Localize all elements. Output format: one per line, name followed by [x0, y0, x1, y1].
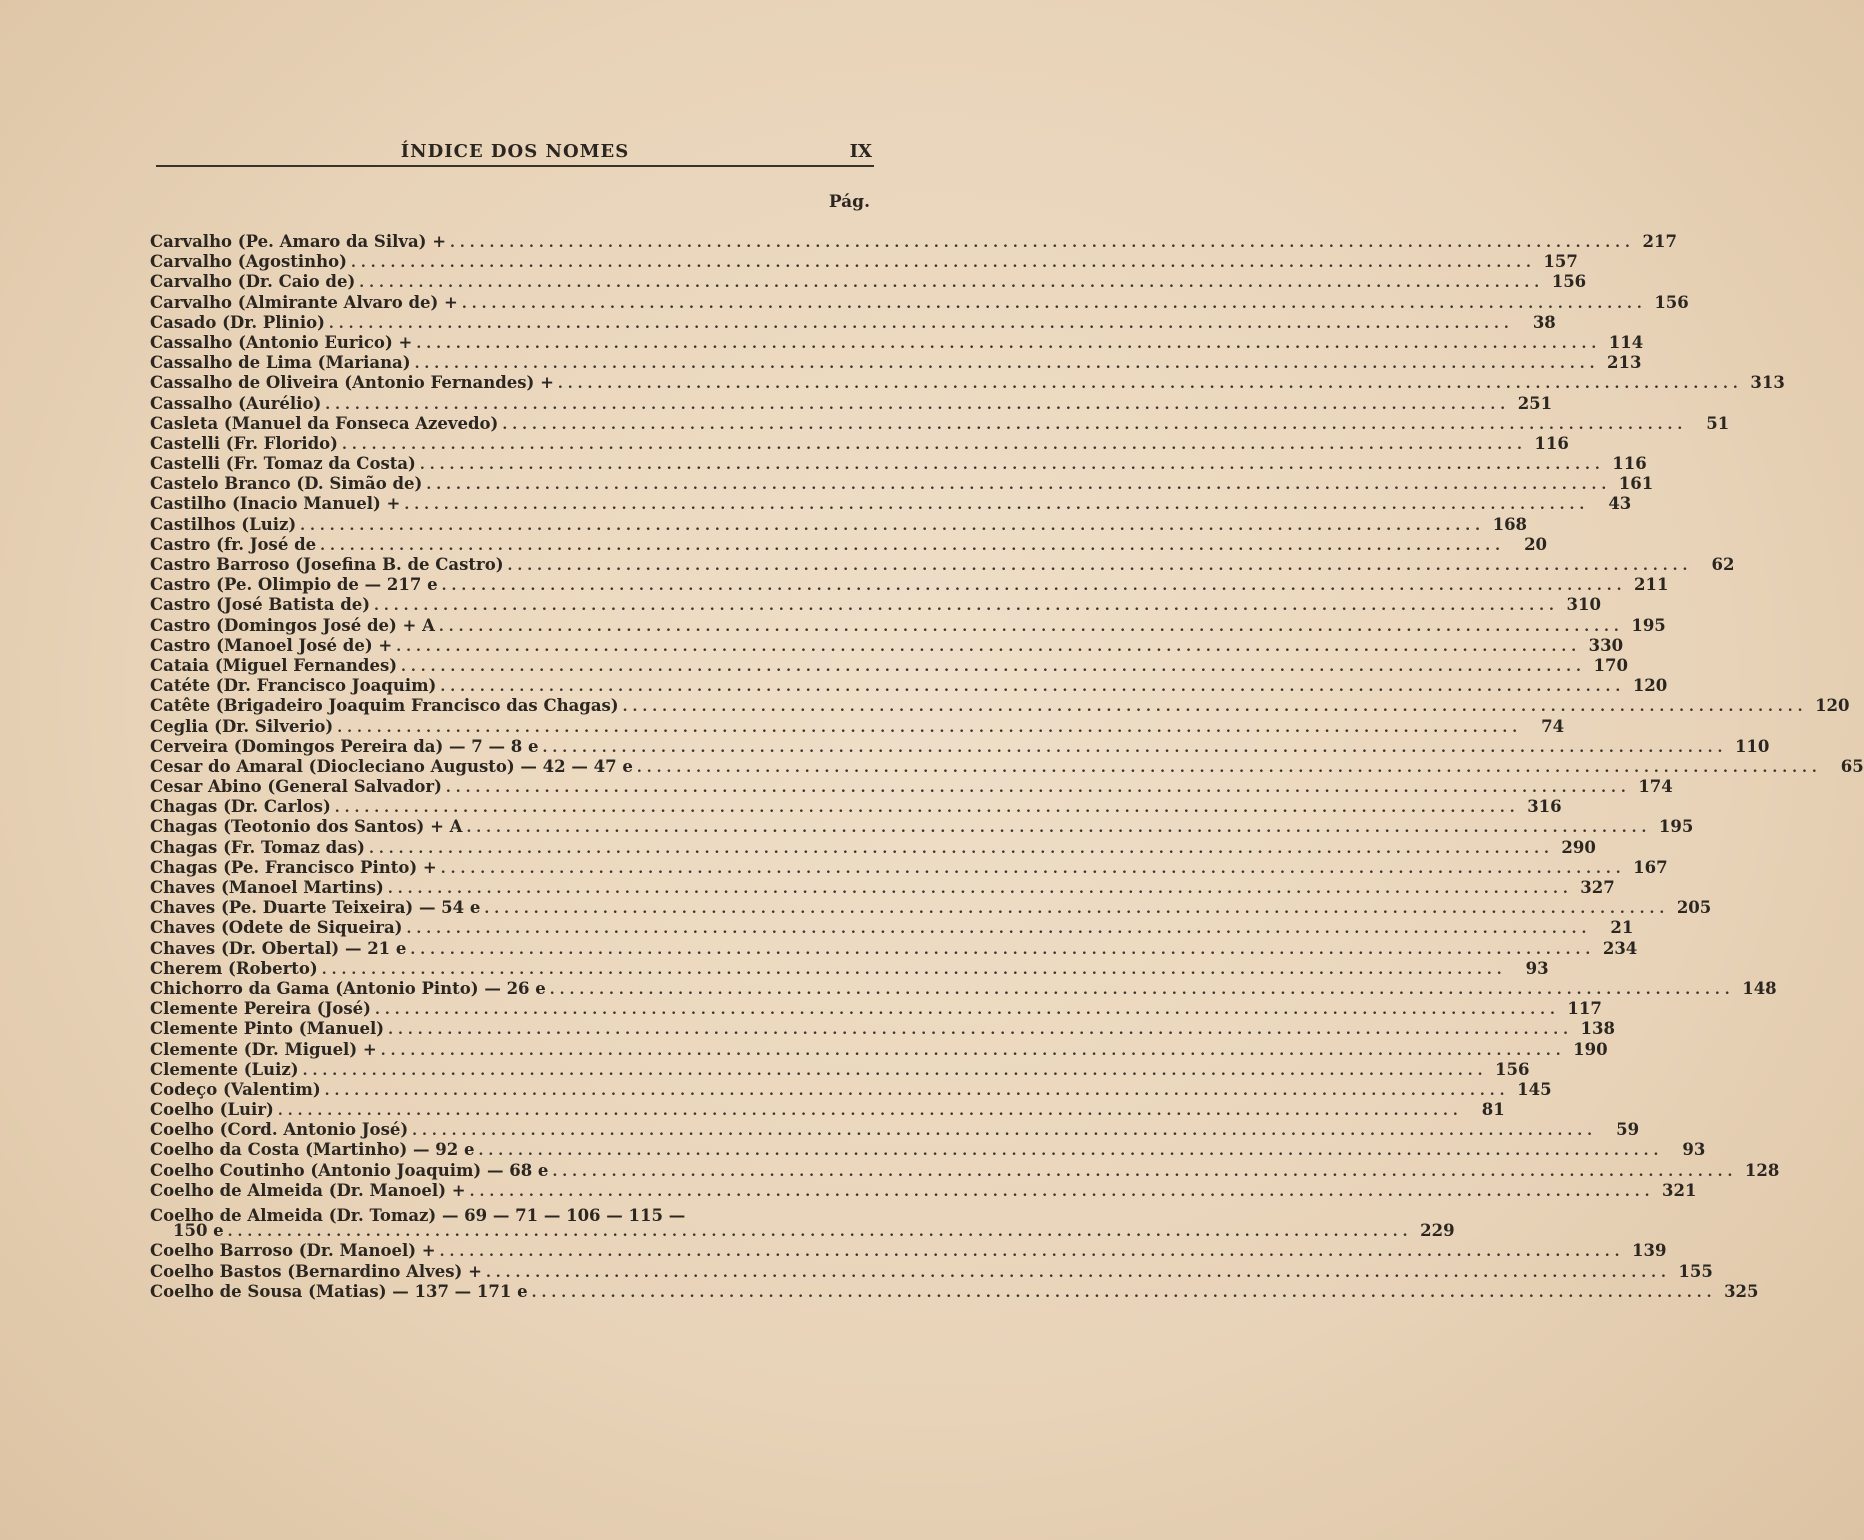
index-entry	[150, 756, 1864, 777]
entry-page-number: 321	[1662, 1180, 1697, 1200]
entry-page-number: 330	[1588, 635, 1624, 655]
entry-name: Cherem (Roberto)	[150, 958, 318, 978]
entry-page-number: 117	[1567, 999, 1602, 1019]
entry-name: Cassalho (Aurélio)	[150, 393, 322, 413]
index-entry	[150, 312, 1556, 333]
entry-name: Ceglia (Dr. Silverio)	[150, 716, 334, 736]
entry-name: Chagas (Pe. Francisco Pinto) +	[150, 857, 437, 877]
name-index-list	[150, 232, 1864, 1302]
entry-page-number: 148	[1742, 978, 1777, 998]
dot-leader: ........................................................................................................................	[388, 1022, 1573, 1039]
entry-name: Chichorro da Gama (Antonio Pinto) — 26 e	[150, 978, 546, 998]
dot-leader: ........................................................................................................................	[334, 800, 1520, 817]
entry-page-number: 211	[1634, 575, 1669, 595]
entry-name: Clemente (Dr. Miguel) +	[150, 1039, 377, 1059]
index-entry	[150, 454, 1647, 474]
entry-page-number: 174	[1638, 777, 1673, 797]
index-entry	[150, 1100, 1505, 1120]
dot-leader: ........................................................................................................................	[412, 1123, 1598, 1140]
entry-name: Chaves (Odete de Siqueira)	[150, 918, 403, 938]
index-entry	[150, 999, 1602, 1019]
entry-name: Castro (fr. José de	[150, 534, 317, 554]
entry-page-number: 155	[1678, 1261, 1713, 1281]
dot-leader: ........................................................................................................................	[419, 457, 1605, 474]
entry-name: Codeço (Valentim)	[150, 1079, 321, 1099]
entry-name: Coelho Coutinho (Antonio Joaquim) — 68 e	[150, 1160, 549, 1180]
index-entry	[150, 1079, 1552, 1100]
entry-name: Cataia (Miguel Fernandes)	[150, 655, 398, 675]
entry-page-number: 51	[1706, 413, 1730, 433]
index-entry	[150, 474, 1654, 494]
dot-leader: ........................................................................................................................	[484, 901, 1670, 918]
index-entry	[150, 857, 1668, 878]
entry-page-number: 145	[1517, 1079, 1552, 1099]
dot-leader: ........................................................................................................................	[552, 1163, 1738, 1180]
dot-leader: ........................................................................................................................	[461, 295, 1647, 312]
entry-page-number: 205	[1676, 898, 1712, 918]
dot-leader: ........................................................................................................................	[341, 436, 1527, 453]
dot-leader: ........................................................................................................................	[404, 497, 1590, 514]
index-entry	[150, 837, 1596, 858]
dot-leader: ........................................................................................................................	[328, 315, 1514, 332]
index-entry	[150, 413, 1730, 434]
dot-leader: ........................................................................................................................	[439, 1244, 1625, 1261]
entry-page-number: 190	[1573, 1039, 1608, 1059]
entry-page-number: 156	[1551, 272, 1587, 292]
index-entry	[150, 353, 1642, 373]
index-entry	[150, 615, 1666, 636]
entry-name: Cesar Abino (General Salvador)	[150, 777, 442, 797]
index-entry	[150, 1160, 1780, 1181]
index-entry	[150, 696, 1850, 716]
entry-name: Cassalho de Oliveira (Antonio Fernandes) +	[150, 373, 554, 393]
entry-name: Castro Barroso (Josefina B. de Castro)	[150, 555, 504, 574]
entry-name: Castelli (Fr. Florido)	[150, 433, 338, 453]
dot-leader: ........................................................................................................................	[227, 1224, 1413, 1241]
entry-page-number: 93	[1525, 958, 1549, 978]
entry-page-number: 157	[1543, 252, 1578, 272]
entry-page-number: 313	[1750, 373, 1785, 393]
dot-leader: ........................................................................................................................	[440, 860, 1626, 877]
entry-page-number: 116	[1612, 454, 1647, 474]
entry-name: Coelho de Sousa (Matias) — 137 — 171 e	[150, 1281, 528, 1301]
entry-page-number: 170	[1593, 655, 1628, 675]
dot-leader: ........................................................................................................................	[478, 1143, 1664, 1160]
entry-name: Cassalho (Antonio Eurico) +	[150, 332, 413, 352]
dot-leader: ........................................................................................................................	[507, 558, 1693, 574]
entry-name: Castro (Domingos José de) + A	[150, 615, 435, 635]
entry-page-number: 217	[1642, 232, 1677, 251]
entry-page-number: 156	[1654, 292, 1689, 312]
index-entry	[150, 555, 1735, 575]
dot-leader	[689, 1201, 830, 1221]
dot-leader: ........................................................................................................................	[277, 1103, 1463, 1120]
entry-page-number: 114	[1608, 332, 1644, 352]
dot-leader: ........................................................................................................................	[485, 1264, 1671, 1281]
entry-name: Cerveira (Domingos Pereira da) — 7 — 8 e	[150, 736, 539, 756]
index-entry	[150, 534, 1548, 555]
entry-name: Clemente Pereira (José)	[150, 999, 371, 1019]
entry-name: Chagas (Dr. Carlos)	[150, 797, 331, 817]
entry-name: Coelho Bastos (Bernardino Alves) +	[150, 1261, 482, 1281]
entry-page-number: 120	[1632, 676, 1668, 696]
entry-name: Chaves (Pe. Duarte Teixeira) — 54 e	[150, 898, 481, 918]
index-entry	[150, 1221, 1455, 1241]
entry-page-number: 110	[1734, 736, 1770, 756]
entry-page-number: 234	[1602, 938, 1638, 958]
dot-leader: ........................................................................................................................	[416, 335, 1602, 352]
entry-page-number: 120	[1815, 696, 1850, 716]
index-entry	[150, 272, 1587, 292]
dot-leader: ........................................................................................................................	[466, 820, 1652, 837]
index-entry	[150, 393, 1553, 414]
entry-page-number: 81	[1481, 1100, 1505, 1120]
dot-leader: ........................................................................................................................	[337, 719, 1523, 736]
entry-page-number: 38	[1532, 312, 1556, 332]
index-entry	[150, 514, 1528, 535]
entry-page-number: 229	[1420, 1221, 1455, 1241]
index-entry	[150, 433, 1569, 454]
index-entry	[150, 1180, 1697, 1201]
entry-page-number: 167	[1633, 857, 1668, 877]
entry-page-number: 74	[1541, 716, 1565, 736]
entry-page-number: 156	[1495, 1059, 1530, 1079]
entry-name: Cassalho de Lima (Mariana)	[150, 353, 411, 373]
dot-leader: ........................................................................................................................	[450, 235, 1635, 251]
entry-page-number: 195	[1658, 817, 1694, 837]
dot-leader: ........................................................................................................................	[396, 638, 1582, 655]
entry-name: Casado (Dr. Plinio)	[150, 312, 325, 332]
dot-leader: ........................................................................................................................	[502, 416, 1688, 433]
dot-leader: ........................................................................................................................	[380, 1042, 1566, 1059]
index-entry	[150, 1281, 1759, 1302]
index-entry	[150, 817, 1694, 837]
entry-name: Coelho (Cord. Antonio José)	[150, 1120, 409, 1140]
entry-name: 150 e	[150, 1221, 224, 1241]
entry-name: Coelho de Almeida (Dr. Manoel) +	[150, 1180, 466, 1200]
entry-name: Chagas (Teotonio dos Santos) + A	[150, 817, 463, 837]
dot-leader: ........................................................................................................................	[542, 739, 1728, 756]
entry-page-number: 161	[1618, 474, 1654, 494]
entry-page-number: 316	[1527, 797, 1562, 817]
index-entry	[150, 575, 1669, 595]
entry-page-number: 65	[1840, 756, 1864, 776]
entry-page-number: 139	[1632, 1241, 1667, 1261]
entry-page-number: 310	[1566, 595, 1601, 615]
index-entry	[150, 878, 1615, 898]
entry-page-number: 21	[1610, 918, 1634, 938]
entry-page-number: 62	[1711, 555, 1735, 574]
entry-name: Chagas (Fr. Tomaz das)	[150, 837, 365, 857]
dot-leader: ........................................................................................................................	[531, 1284, 1717, 1301]
dot-leader: ........................................................................................................................	[557, 376, 1743, 393]
index-entry	[150, 1059, 1530, 1080]
index-entry	[150, 1261, 1713, 1282]
dot-leader: ........................................................................................................................	[414, 356, 1600, 373]
dot-leader: ........................................................................................................................	[368, 840, 1554, 857]
index-entry	[150, 1140, 1706, 1160]
dot-leader: ........................................................................................................................	[324, 1082, 1510, 1099]
dot-leader: ........................................................................................................................	[374, 598, 1559, 615]
entry-page-number: 195	[1631, 615, 1666, 635]
dot-leader: ........................................................................................................................	[549, 981, 1735, 998]
index-entry	[150, 1241, 1667, 1261]
dot-leader: ........................................................................................................................	[387, 881, 1573, 897]
header-title: ÍNDICE DOS NOMES	[400, 141, 630, 162]
entry-name: Catéte (Dr. Francisco Joaquim)	[150, 676, 437, 696]
dot-leader: ........................................................................................................................	[445, 780, 1631, 797]
entry-name: Castelo Branco (D. Simão de)	[150, 474, 423, 494]
index-entry	[150, 494, 1632, 514]
entry-name: Clemente (Luiz)	[150, 1059, 299, 1079]
index-entry	[150, 978, 1777, 999]
entry-page-number: 43	[1608, 494, 1632, 514]
index-entry	[150, 655, 1628, 676]
dot-leader: ........................................................................................................................	[350, 255, 1536, 272]
entry-page-number: 93	[1682, 1140, 1706, 1160]
entry-name: Castilho (Inacio Manuel) +	[150, 494, 401, 514]
index-entry	[150, 898, 1712, 918]
entry-name: Carvalho (Agostinho)	[150, 252, 347, 272]
dot-leader: ........................................................................................................................	[300, 517, 1486, 534]
entry-page-number: 138	[1580, 1019, 1615, 1039]
index-entry	[150, 1019, 1615, 1039]
entry-name: Coelho de Almeida (Dr. Tomaz) — 69 — 71 — 106 — 115 —	[150, 1206, 686, 1225]
index-entry	[150, 716, 1565, 737]
dot-leader: ........................................................................................................................	[438, 618, 1624, 635]
entry-name: Carvalho (Almirante Alvaro de) +	[150, 292, 458, 312]
dot-leader: ........................................................................................................................	[325, 396, 1511, 413]
index-entry	[150, 1039, 1608, 1060]
index-entry	[150, 1201, 872, 1225]
entry-page-number: 251	[1517, 393, 1553, 413]
entry-name: Coelho da Costa (Martinho) — 92 e	[150, 1140, 475, 1160]
entry-page-number: 327	[1580, 878, 1615, 897]
entry-name: Chaves (Manoel Martins)	[150, 878, 384, 897]
entry-name: Coelho Barroso (Dr. Manoel) +	[150, 1241, 436, 1261]
entry-page-number: 20	[1524, 534, 1548, 554]
dot-leader: ........................................................................................................................	[320, 537, 1506, 554]
dot-leader: ........................................................................................................................	[302, 1062, 1488, 1079]
entry-name: Castro (José Batista de)	[150, 595, 371, 615]
index-entry	[150, 676, 1668, 696]
entry-name: Castro (Pe. Olimpio de — 217 e	[150, 575, 438, 595]
page-header	[156, 141, 874, 167]
index-entry	[150, 635, 1624, 656]
entry-name: Coelho (Luir)	[150, 1100, 274, 1120]
entry-name: Catête (Brigadeiro Joaquim Francisco das Chagas)	[150, 696, 619, 716]
index-entry	[150, 373, 1785, 393]
entry-name: Chaves (Dr. Obertal) — 21 e	[150, 938, 407, 958]
entry-name: Castro (Manoel José de) +	[150, 635, 393, 655]
index-entry	[150, 252, 1578, 272]
index-entry	[150, 736, 1770, 757]
entry-name: Castilhos (Luiz)	[150, 514, 297, 534]
entry-name: Carvalho (Pe. Amaro da Silva) +	[150, 232, 447, 251]
index-entry	[150, 918, 1634, 938]
dot-leader: ........................................................................................................................	[426, 477, 1612, 494]
entry-name: Carvalho (Dr. Caio de)	[150, 272, 356, 292]
dot-leader: ........................................................................................................................	[359, 275, 1545, 292]
entry-page-number: 325	[1724, 1281, 1759, 1301]
index-entry	[150, 1120, 1640, 1140]
index-entry	[150, 332, 1644, 353]
header-page-number: IX	[849, 141, 872, 162]
index-entry	[150, 232, 1677, 252]
index-entry	[150, 777, 1673, 797]
dot-leader: ........................................................................................................................	[410, 941, 1596, 958]
entry-name: Clemente Pinto (Manuel)	[150, 1019, 385, 1039]
entry-name: Casleta (Manuel da Fonseca Azevedo)	[150, 413, 499, 433]
dot-leader: ........................................................................................................................	[321, 961, 1507, 978]
dot-leader: ........................................................................................................................	[374, 1002, 1560, 1019]
entry-name: Cesar do Amaral (Diocleciano Augusto) — 42 — 47 e	[150, 756, 633, 776]
entry-page-number: 59	[1616, 1120, 1640, 1140]
entry-page-number: 168	[1492, 514, 1528, 534]
dot-leader: ........................................................................................................................	[441, 578, 1627, 595]
dot-leader: ........................................................................................................................	[636, 759, 1822, 776]
entry-page-number: 213	[1607, 353, 1642, 373]
page-column-label: Pág.	[828, 192, 870, 212]
index-entry	[150, 938, 1638, 959]
entry-page-number: 290	[1561, 837, 1596, 857]
dot-leader: ........................................................................................................................	[469, 1183, 1655, 1200]
dot-leader: ........................................................................................................................	[440, 679, 1626, 696]
index-entry	[150, 595, 1601, 615]
index-entry	[150, 797, 1562, 817]
dot-leader: ........................................................................................................................	[406, 921, 1592, 938]
entry-page-number: 128	[1744, 1160, 1780, 1180]
entry-name: Castelli (Fr. Tomaz da Costa)	[150, 454, 416, 474]
entry-page-number: 116	[1534, 433, 1569, 453]
index-entry	[150, 958, 1549, 979]
dot-leader: ........................................................................................................................	[622, 699, 1808, 716]
dot-leader: ........................................................................................................................	[401, 658, 1586, 675]
index-entry	[150, 292, 1689, 313]
